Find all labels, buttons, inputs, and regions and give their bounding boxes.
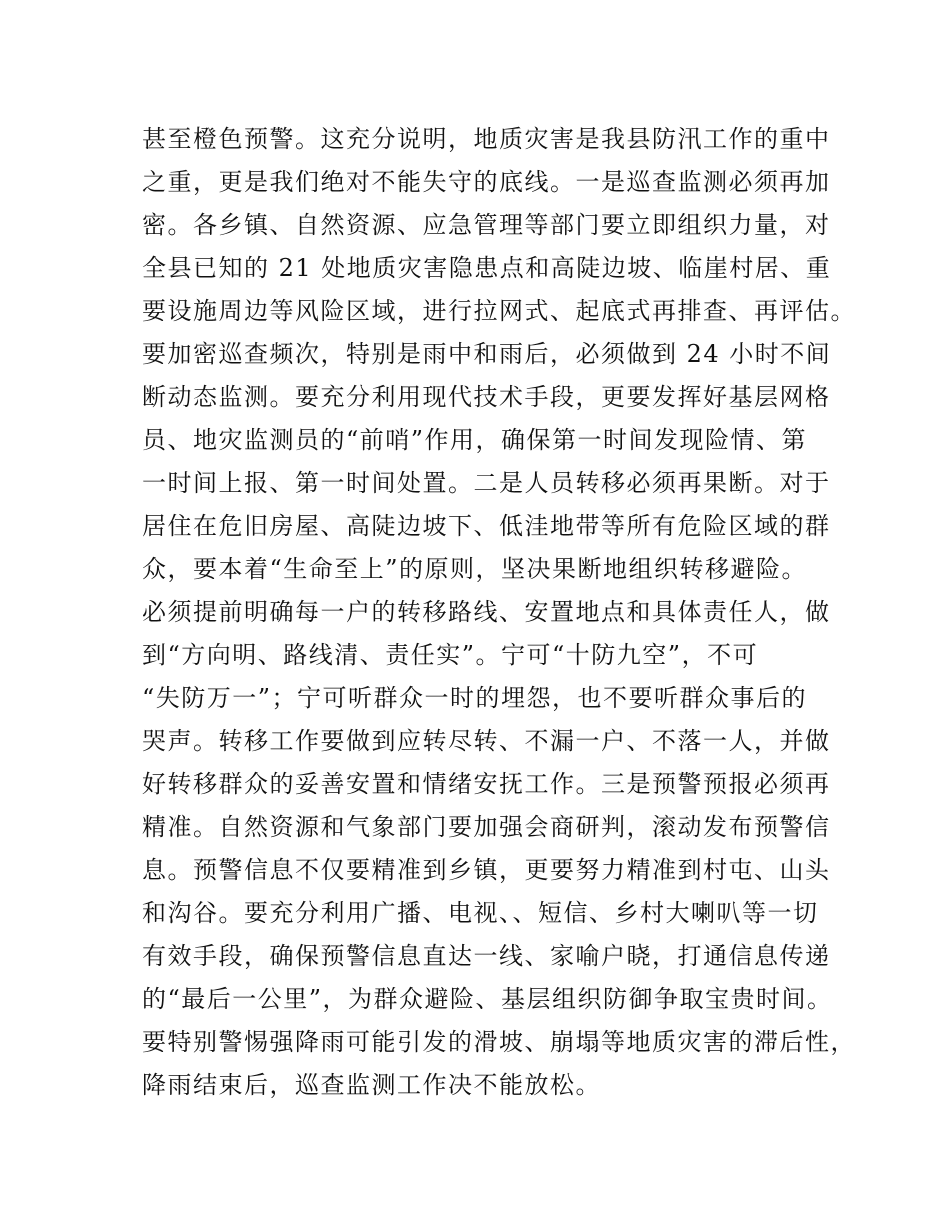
text-line: 必须提前明确每一户的转移路线、安置地点和具体责任人，做 <box>142 598 831 626</box>
text-line: 全县已知的 21 处地质灾害隐患点和高陡边坡、临崖村居、重 <box>142 254 832 282</box>
text-line: 员、地灾监测员的“前哨”作用，确保第一时间发现险情、第 <box>142 426 808 454</box>
text-line: 一时间上报、第一时间处置。二是人员转移必须再果断。对于 <box>142 469 831 497</box>
text-line: 之重，更是我们绝对不能失守的底线。一是巡查监测必须再加 <box>142 168 831 196</box>
text-line: 的“最后一公里”，为群众避险、基层组织防御争取宝贵时间。 <box>142 985 833 1013</box>
body-paragraph <box>142 118 856 1107</box>
text-line: 要设施周边等风险区域，进行拉网式、起底式再排查、再评估。 <box>142 297 856 325</box>
text-line: “失防万一”；宁可听群众一时的埋怨，也不要听群众事后的 <box>142 684 808 712</box>
text-line: 降雨结束后，巡查监测工作决不能放松。 <box>142 1071 601 1099</box>
text-line: 息。预警信息不仅要精准到乡镇，更要努力精准到村屯、山头 <box>142 856 831 884</box>
text-line: 众，要本着“生命至上”的原则，坚决果断地组织转移避险。 <box>142 555 808 583</box>
text-line: 甚至橙色预警。这充分说明，地质灾害是我县防汛工作的重中 <box>142 125 831 153</box>
text-line: 和沟谷。要充分利用广播、电视、、短信、乡村大喇叭等一切 <box>142 899 819 927</box>
text-line: 断动态监测。要充分利用现代技术手段，更要发挥好基层网格 <box>142 383 831 411</box>
text-line: 要特别警惕强降雨可能引发的滑坡、崩塌等地质灾害的滞后性， <box>142 1028 856 1056</box>
text-line: 好转移群众的妥善安置和情绪安抚工作。三是预警预报必须再 <box>142 770 831 798</box>
text-line: 精准。自然资源和气象部门要加强会商研判，滚动发布预警信 <box>142 813 831 841</box>
text-line: 到“方向明、路线清、责任实”。宁可“十防九空”，不可 <box>142 641 759 669</box>
text-line: 有效手段，确保预警信息直达一线、家喻户晓，打通信息传递 <box>142 942 831 970</box>
text-line: 密。各乡镇、自然资源、应急管理等部门要立即组织力量，对 <box>142 211 831 239</box>
text-line: 要加密巡查频次，特别是雨中和雨后，必须做到 24 小时不间 <box>142 340 832 368</box>
text-line: 哭声。转移工作要做到应转尽转、不漏一户、不落一人，并做 <box>142 727 831 755</box>
text-line: 居住在危旧房屋、高陡边坡下、低洼地带等所有危险区域的群 <box>142 512 831 540</box>
